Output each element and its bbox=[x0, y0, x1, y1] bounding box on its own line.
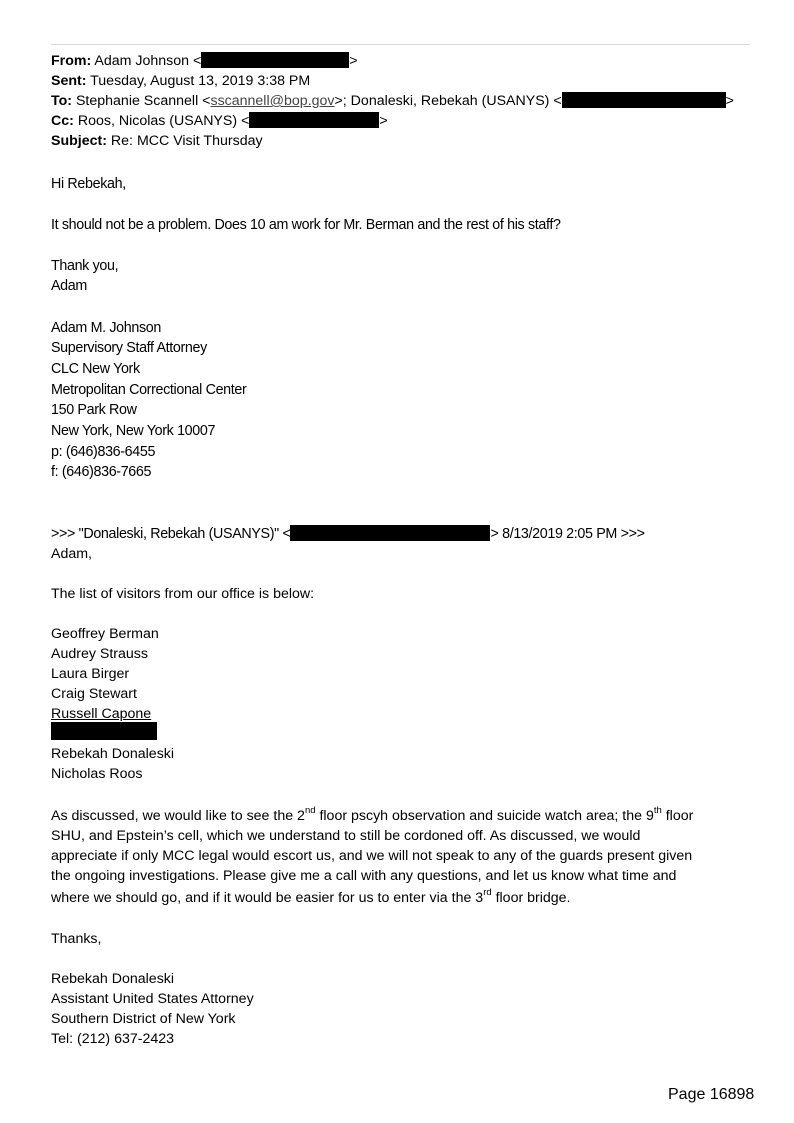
visitor-name: Rebekah Donaleski bbox=[51, 746, 175, 762]
signature-line: Metropolitan Correctional Center bbox=[51, 382, 247, 398]
quoted-paragraph-line: the ongoing investigations. Please give me a call with any questions, and let us know what time and bbox=[51, 868, 677, 884]
sent-label: Sent: bbox=[51, 73, 87, 89]
to-recipient-1: Stephanie Scannell < bbox=[75, 93, 211, 109]
reply-closing: Thank you, bbox=[51, 258, 119, 274]
paragraph-text: floor bridge. bbox=[491, 890, 571, 906]
sent-line bbox=[51, 71, 310, 91]
cc-label: Cc: bbox=[51, 113, 74, 129]
signature-line: Adam M. Johnson bbox=[51, 320, 161, 336]
from-close: > bbox=[349, 53, 358, 69]
to-close: > bbox=[725, 93, 734, 109]
paragraph-text: floor pscyh observation and suicide watch area; the 9 bbox=[315, 808, 654, 824]
header-separator bbox=[51, 44, 750, 45]
to-line bbox=[51, 91, 734, 111]
from-line bbox=[51, 51, 358, 71]
reply-body: It should not be a problem. Does 10 am work for Mr. Berman and the rest of his staff? bbox=[51, 217, 561, 233]
visitor-name: Russell Capone bbox=[51, 706, 152, 722]
cc-close: > bbox=[379, 113, 388, 129]
paragraph-text: As discussed, we would like to see the 2 bbox=[51, 808, 305, 824]
signature-line: Supervisory Staff Attorney bbox=[51, 340, 207, 356]
subject-value: Re: MCC Visit Thursday bbox=[110, 133, 263, 149]
signature-line: 150 Park Row bbox=[51, 402, 137, 418]
quoted-paragraph-line: SHU, and Epstein’s cell, which we understand to still be cordoned off. As discussed, we would bbox=[51, 828, 641, 844]
to-recipient-2: >; Donaleski, Rebekah (USANYS) < bbox=[334, 93, 562, 109]
quoted-paragraph-line bbox=[51, 888, 571, 908]
page-number: Page 16898 bbox=[668, 1086, 755, 1103]
subject-line bbox=[51, 131, 263, 151]
ordinal-suffix: th bbox=[653, 805, 662, 817]
quoted-header bbox=[51, 524, 645, 544]
cc-line bbox=[51, 111, 388, 131]
ordinal-suffix: nd bbox=[304, 805, 316, 817]
visitor-name: Geoffrey Berman bbox=[51, 626, 159, 642]
cc-value: Roos, Nicolas (USANYS) < bbox=[77, 113, 250, 129]
quoted-thanks: Thanks, bbox=[51, 931, 102, 947]
paragraph-text: where we should go, and if it would be easier for us to enter via the 3 bbox=[51, 890, 484, 906]
signature-line: Rebekah Donaleski bbox=[51, 971, 175, 987]
quoted-paragraph-line bbox=[51, 806, 693, 826]
ordinal-suffix: rd bbox=[483, 887, 492, 899]
email-link[interactable]: sscannell@bop.gov bbox=[210, 93, 335, 109]
quoted-paragraph-line: appreciate if only MCC legal would escort us, and we will not speak to any of the guards present given bbox=[51, 848, 693, 864]
visitor-name: Craig Stewart bbox=[51, 686, 137, 702]
from-name: Adam Johnson < bbox=[94, 53, 202, 69]
redaction-box bbox=[562, 92, 726, 108]
quoted-greeting: Adam, bbox=[51, 546, 93, 562]
from-label: From: bbox=[51, 53, 92, 69]
visitor-name: Nicholas Roos bbox=[51, 766, 143, 782]
visitor-name: Laura Birger bbox=[51, 666, 130, 682]
quoted-header-date: > 8/13/2019 2:05 PM >>> bbox=[490, 526, 645, 542]
signature-line: f: (646)836-7665 bbox=[51, 464, 152, 480]
to-label: To: bbox=[51, 93, 73, 109]
quoted-intro: The list of visitors from our office is below: bbox=[51, 586, 315, 602]
signature-line: Tel: (212) 637-2423 bbox=[51, 1031, 175, 1047]
redaction-box bbox=[201, 52, 349, 68]
signature-line: New York, New York 10007 bbox=[51, 423, 216, 439]
paragraph-text: floor bbox=[661, 808, 694, 824]
visitor-name: Audrey Strauss bbox=[51, 646, 148, 662]
reply-greeting: Hi Rebekah, bbox=[51, 176, 126, 192]
subject-label: Subject: bbox=[51, 133, 107, 149]
redaction-box bbox=[249, 112, 379, 128]
redaction-box bbox=[51, 722, 157, 740]
sent-value: Tuesday, August 13, 2019 3:38 PM bbox=[90, 73, 311, 89]
signature-line: Southern District of New York bbox=[51, 1011, 236, 1027]
reply-sender-name: Adam bbox=[51, 278, 87, 294]
signature-line: p: (646)836-6455 bbox=[51, 444, 156, 460]
redaction-box bbox=[290, 525, 490, 541]
quoted-header-from: >>> "Donaleski, Rebekah (USANYS)" < bbox=[51, 526, 291, 542]
signature-line: CLC New York bbox=[51, 361, 140, 377]
signature-line: Assistant United States Attorney bbox=[51, 991, 254, 1007]
